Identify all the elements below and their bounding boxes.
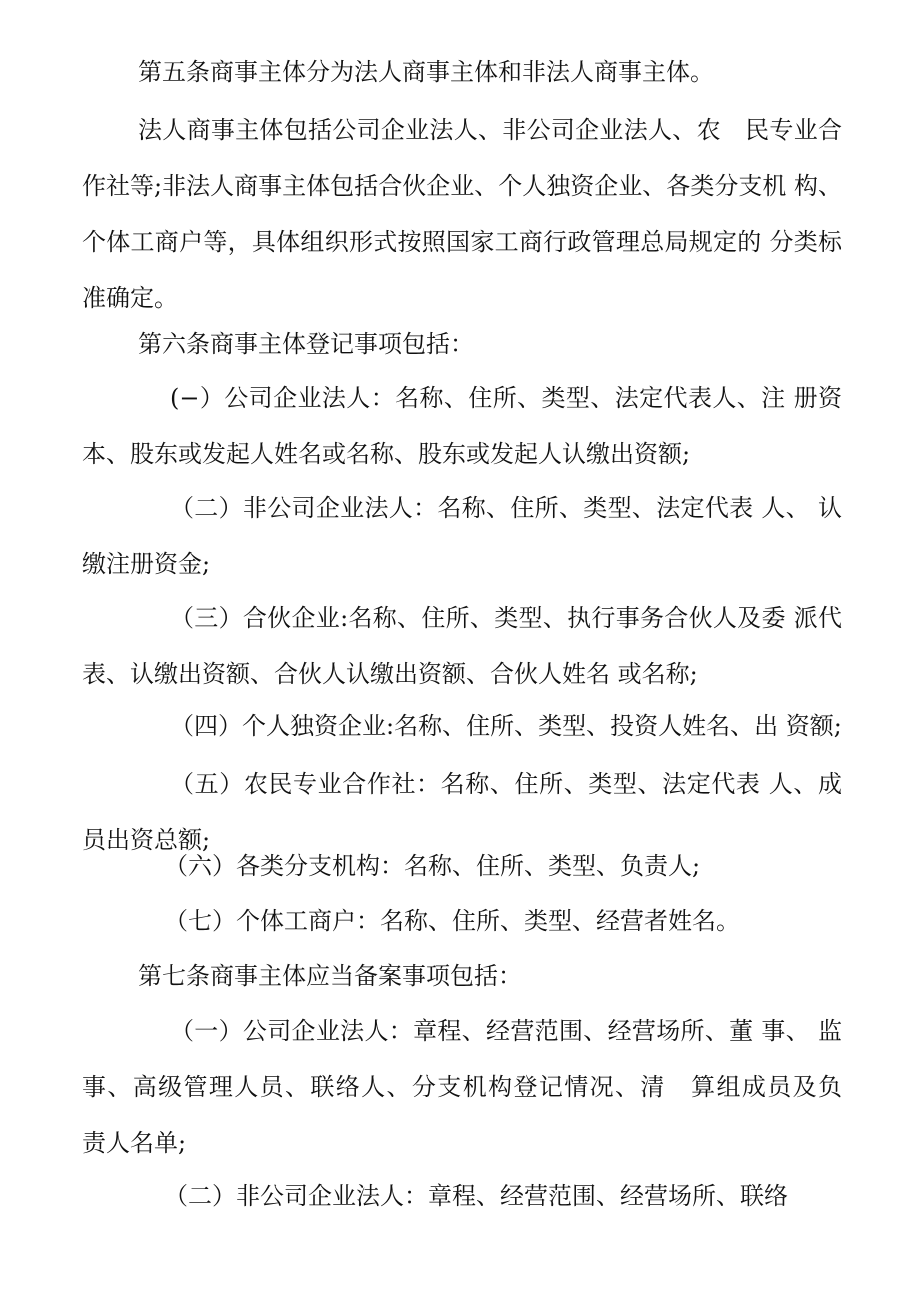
article-6-item-3: （三）合伙企业:名称、住所、类型、执行事务合伙人及委 派代表、认缴出资额、合伙人认缴出资额、合伙人姓名 或名称;: [82, 604, 842, 688]
article-7-item-2: （二）非公司企业法人：章程、经营范围、经营场所、联络: [164, 1182, 788, 1210]
article-6-paragraph: 第六条商事主体登记事项包括：: [138, 330, 474, 358]
article-5-paragraph: 第五条商事主体分为法人商事主体和非法人商事主体。: [138, 58, 714, 86]
article-6-item-1: (−）公司企业法人：名称、住所、类型、法定代表人、注 册资本、股东或发起人姓名或名称、股东或发起人认缴出资额;: [82, 384, 842, 468]
article-7-item-1: （一）公司企业法人：章程、经营范围、经营场所、董 事、 监事、高级管理人员、联络人、分支机构登记情况、清 算组成员及负 责人名单;: [82, 1017, 866, 1157]
article-7-paragraph: 第七条商事主体应当备案事项包括：: [138, 962, 522, 990]
article-6-item-6: （六）各类分支机构：名称、住所、类型、负责人;: [164, 852, 701, 880]
article-6-item-7: （七）个体工商户：名称、住所、类型、经营者姓名。: [164, 907, 740, 935]
article-6-item-5: （五）农民专业合作社：名称、住所、类型、法定代表 人、成员出资总额;: [82, 770, 842, 854]
article-5-detail-paragraph: 法人商事主体包括公司企业法人、非公司企业法人、农 民专业合作社等;非法人商事主体包括合伙企业、个人独资企业、各类分支机 构、个体工商户等，具体组织形式按照国家工商行政管理总局规定的 分类标准确定。: [82, 116, 842, 312]
article-6-item-4: （四）个人独资企业:名称、住所、类型、投资人姓名、出 资额;: [170, 712, 842, 740]
article-6-item-2: （二）非公司企业法人：名称、住所、类型、法定代表 人、 认缴注册资金;: [82, 494, 842, 578]
